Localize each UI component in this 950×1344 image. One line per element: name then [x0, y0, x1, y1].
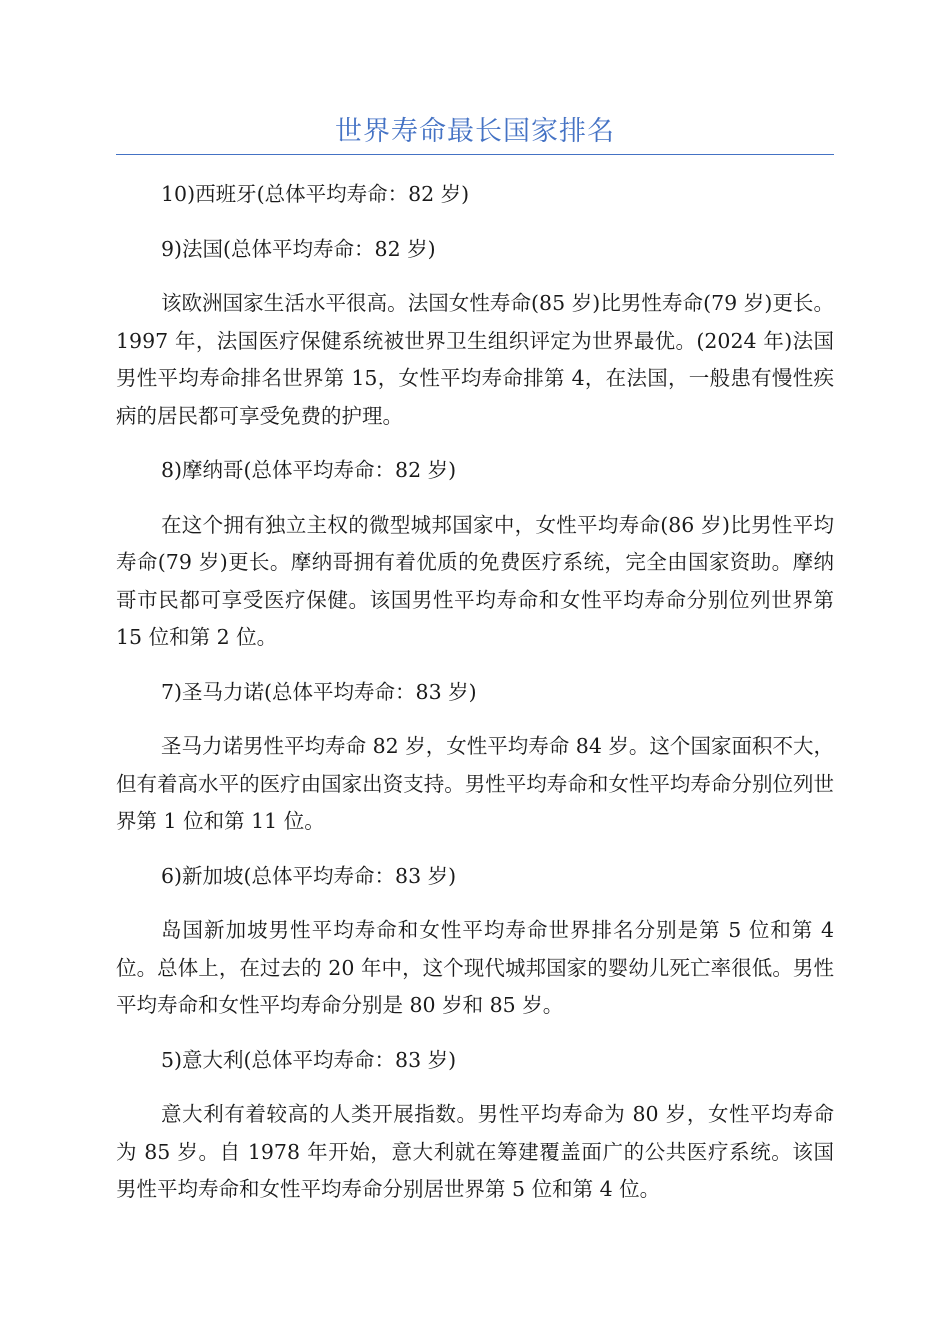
section-body-monaco: 在这个拥有独立主权的微型城邦国家中，女性平均寿命(86 岁)比男性平均寿命(79 岁)更长。摩纳哥拥有着优质的免费医疗系统，完全由国家资助。摩纳哥市民都可享受医疗保健。该国男性平均寿命和女性平均寿命分别位列世界第 15 位和第 2 位。 — [116, 512, 834, 649]
document-body — [116, 176, 834, 1226]
section-heading-monaco: 8)摩纳哥(总体平均寿命：82 岁) — [161, 458, 457, 482]
section-body-italy: 意大利有着较高的人类开展指数。男性平均寿命为 80 岁，女性平均寿命为 85 岁。自 1978 年开始，意大利就在筹建覆盖面广的公共医疗系统。该国男性平均寿命和女性平均寿命分别居世界第 5 位和第 4 位。 — [116, 1102, 834, 1201]
section-heading-spain: 10)西班牙(总体平均寿命：82 岁) — [161, 182, 470, 206]
section-heading-san-marino: 7)圣马力诺(总体平均寿命：83 岁) — [161, 679, 477, 704]
section-heading-singapore: 6)新加坡(总体平均寿命：83 岁) — [161, 863, 457, 888]
section-body-san-marino: 圣马力诺男性平均寿命 82 岁，女性平均寿命 84 岁。这个国家面积不大，但有着高水平的医疗由国家出资支持。男性平均寿命和女性平均寿命分别位列世界第 1 位和第 11 位。 — [116, 734, 834, 833]
section-body-singapore: 岛国新加坡男性平均寿命和女性平均寿命世界排名分别是第 5 位和第 4 位。总体上，在过去的 20 年中，这个现代城邦国家的婴幼儿死亡率很低。男性平均寿命和女性平均寿命分别是 80 岁和 85 岁。 — [116, 918, 834, 1017]
section-heading-italy: 5)意大利(总体平均寿命：83 岁) — [161, 1047, 457, 1072]
title-underline — [116, 154, 834, 155]
section-body-france: 该欧洲国家生活水平很高。法国女性寿命(85 岁)比男性寿命(79 岁)更长。1997 年，法国医疗保健系统被世界卫生组织评定为世界最优。(2024 年)法国男性平均寿命排名世界第 15，女性平均寿命排第 4，在法国，一般患有慢性疾病的居民都可享受免费的护理。 — [116, 291, 834, 428]
section-heading-france: 9)法国(总体平均寿命：82 岁) — [161, 236, 436, 261]
document-title: 世界寿命最长国家排名 — [335, 116, 615, 147]
